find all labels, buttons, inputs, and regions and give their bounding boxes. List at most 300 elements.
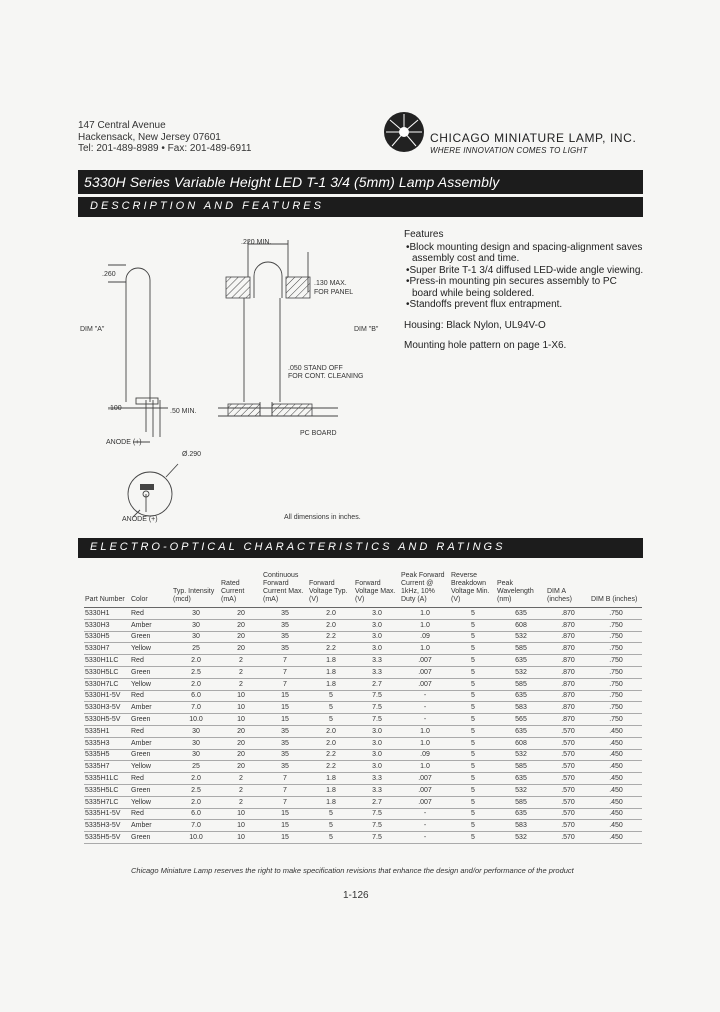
table-row [84, 619, 642, 631]
table-cell: 5335H3 [84, 737, 130, 749]
table-cell: Red [130, 808, 172, 820]
table-cell: 5 [450, 761, 496, 773]
table-cell: 5 [450, 796, 496, 808]
table-cell: .450 [590, 808, 642, 820]
table-cell: 1.0 [400, 619, 450, 631]
table-cell: Red [130, 608, 172, 620]
table-row [84, 749, 642, 761]
table-cell: 2.5 [172, 784, 220, 796]
table-cell: .870 [546, 714, 590, 726]
table-cell: .750 [590, 714, 642, 726]
column-header: Part Number [84, 572, 130, 608]
table-cell: 20 [220, 631, 262, 643]
table-cell: 635 [496, 608, 546, 620]
table-row [84, 773, 642, 785]
table-cell: 5335H1LC [84, 773, 130, 785]
table-cell: 35 [262, 725, 308, 737]
table-cell: 5 [450, 784, 496, 796]
table-cell: 1.0 [400, 725, 450, 737]
table-cell: 30 [172, 608, 220, 620]
table-cell: .750 [590, 655, 642, 667]
table-cell: 2 [220, 666, 262, 678]
table-cell: .750 [590, 702, 642, 714]
table-row [84, 714, 642, 726]
table-cell: 3.0 [354, 749, 400, 761]
table-cell: 3.0 [354, 725, 400, 737]
dim-50-label: .50 MIN. [170, 408, 197, 415]
table-cell: .570 [546, 773, 590, 785]
table-cell: - [400, 690, 450, 702]
table-cell: 5330H1 [84, 608, 130, 620]
table-cell: 20 [220, 619, 262, 631]
table-row [84, 702, 642, 714]
table-row [84, 725, 642, 737]
table-cell: 30 [172, 725, 220, 737]
table-cell: .450 [590, 773, 642, 785]
table-cell: .570 [546, 832, 590, 844]
table-cell: 5 [450, 749, 496, 761]
table-cell: .570 [546, 761, 590, 773]
table-cell: .007 [400, 666, 450, 678]
table-cell: 5 [308, 702, 354, 714]
table-cell: Green [130, 714, 172, 726]
column-header: Forward Voltage Max. (V) [354, 572, 400, 608]
table-cell: 5 [450, 714, 496, 726]
dim-290-label: Ø.290 [182, 451, 202, 458]
table-cell: 7.5 [354, 690, 400, 702]
table-cell: 20 [220, 737, 262, 749]
table-cell: .007 [400, 655, 450, 667]
table-cell: 7.5 [354, 808, 400, 820]
table-cell: .450 [590, 761, 642, 773]
table-cell: .570 [546, 749, 590, 761]
table-cell: 1.8 [308, 773, 354, 785]
table-cell: .870 [546, 643, 590, 655]
table-cell: .007 [400, 678, 450, 690]
table-cell: - [400, 820, 450, 832]
table-cell: 5335H3-5V [84, 820, 130, 832]
table-row [84, 832, 642, 844]
table-cell: 608 [496, 737, 546, 749]
disclaimer: Chicago Miniature Lamp reserves the right to make specification revisions that enhance the design and/or performance of the product [131, 866, 574, 875]
table-cell: Yellow [130, 796, 172, 808]
table-cell: 5 [308, 690, 354, 702]
table-cell: 10.0 [172, 832, 220, 844]
table-cell: 5330H5-5V [84, 714, 130, 726]
table-cell: .870 [546, 631, 590, 643]
table-cell: .450 [590, 725, 642, 737]
table-cell: 7.0 [172, 820, 220, 832]
lamp-assembly-drawing [78, 232, 398, 532]
housing-note: Housing: Black Nylon, UL94V-O [404, 319, 546, 331]
table-cell: 5335H1-5V [84, 808, 130, 820]
table-cell: 5330H3 [84, 619, 130, 631]
table-cell: 585 [496, 678, 546, 690]
company-tagline: WHERE INNOVATION COMES TO LIGHT [430, 146, 588, 155]
table-row [84, 631, 642, 643]
table-cell: Yellow [130, 761, 172, 773]
table-cell: 635 [496, 773, 546, 785]
table-cell: 15 [262, 702, 308, 714]
table-cell: 585 [496, 643, 546, 655]
table-cell: 5330H7LC [84, 678, 130, 690]
table-cell: 2.0 [308, 737, 354, 749]
table-cell: 7.5 [354, 714, 400, 726]
table-cell: 2.7 [354, 796, 400, 808]
table-row [84, 608, 642, 620]
table-cell: .450 [590, 796, 642, 808]
feature-item: • Super Brite T-1 3/4 diffused LED-wide angle viewing. [404, 265, 644, 277]
table-cell: 1.0 [400, 608, 450, 620]
table-cell: Red [130, 655, 172, 667]
table-cell: 2 [220, 773, 262, 785]
table-cell: 1.0 [400, 737, 450, 749]
table-cell: .750 [590, 666, 642, 678]
feature-item: • Standoffs prevent flux entrapment. [404, 299, 644, 311]
table-cell: 532 [496, 666, 546, 678]
table-cell: 5 [450, 631, 496, 643]
section-electro-header: ELECTRO-OPTICAL CHARACTERISTICS AND RATINGS [78, 538, 643, 558]
table-cell: 2 [220, 796, 262, 808]
table-cell: .570 [546, 725, 590, 737]
table-cell: 635 [496, 808, 546, 820]
table-row [84, 761, 642, 773]
table-cell: 10 [220, 714, 262, 726]
dim-100-label: .100 [108, 405, 122, 412]
table-cell: Amber [130, 702, 172, 714]
table-cell: .750 [590, 690, 642, 702]
table-cell: 2.0 [172, 678, 220, 690]
table-cell: .750 [590, 631, 642, 643]
table-cell: 1.0 [400, 761, 450, 773]
table-row [84, 690, 642, 702]
table-cell: 5 [450, 702, 496, 714]
table-cell: 1.8 [308, 666, 354, 678]
column-header: Reverse Breakdown Voltage Min. (V) [450, 572, 496, 608]
table-cell: - [400, 702, 450, 714]
table-cell: 35 [262, 761, 308, 773]
table-row [84, 796, 642, 808]
table-cell: 5 [308, 714, 354, 726]
table-cell: 30 [172, 737, 220, 749]
table-cell: 2.0 [308, 725, 354, 737]
table-cell: 15 [262, 714, 308, 726]
table-cell: 532 [496, 832, 546, 844]
table-cell: 2.2 [308, 749, 354, 761]
dim-220-label: .220 MIN. [241, 239, 272, 246]
table-cell: .750 [590, 619, 642, 631]
table-cell: - [400, 808, 450, 820]
company-logo [380, 106, 640, 158]
table-cell: .570 [546, 784, 590, 796]
table-cell: 3.0 [354, 631, 400, 643]
table-cell: 10 [220, 820, 262, 832]
table-cell: 3.3 [354, 784, 400, 796]
panel-label: FOR PANEL [314, 289, 354, 296]
table-cell: Red [130, 725, 172, 737]
table-cell: 3.3 [354, 666, 400, 678]
table-row [84, 678, 642, 690]
table-cell: .570 [546, 737, 590, 749]
column-header: Forward Voltage Typ. (V) [308, 572, 354, 608]
table-cell: 583 [496, 820, 546, 832]
table-cell: - [400, 832, 450, 844]
table-cell: 2.0 [172, 796, 220, 808]
table-cell: .450 [590, 832, 642, 844]
table-cell: 2.5 [172, 666, 220, 678]
table-cell: 5 [450, 643, 496, 655]
table-cell: 6.0 [172, 808, 220, 820]
table-cell: 5 [308, 820, 354, 832]
table-cell: .750 [590, 643, 642, 655]
column-header: Continuous Forward Current Max. (mA) [262, 572, 308, 608]
table-cell: 5330H5 [84, 631, 130, 643]
table-cell: 5330H3-5V [84, 702, 130, 714]
table-body [84, 608, 642, 844]
table-cell: 15 [262, 832, 308, 844]
mechanical-drawing [78, 232, 398, 532]
table-cell: 25 [172, 761, 220, 773]
table-cell: 532 [496, 784, 546, 796]
standoff-label-2: FOR CONT. CLEANING [288, 373, 364, 380]
lamp-burst-icon [380, 106, 428, 154]
table-cell: .870 [546, 666, 590, 678]
table-cell: 5330H1LC [84, 655, 130, 667]
table-row [84, 655, 642, 667]
table-cell: .570 [546, 808, 590, 820]
company-address [78, 120, 251, 155]
mounting-note: Mounting hole pattern on page 1-X6. [404, 340, 567, 351]
table-cell: 3.0 [354, 737, 400, 749]
table-cell: 7.5 [354, 820, 400, 832]
table-cell: 5330H1-5V [84, 690, 130, 702]
table-cell: 2.0 [172, 773, 220, 785]
anode-bottom-label: ANODE (+) [122, 516, 158, 523]
table-cell: .870 [546, 655, 590, 667]
table-cell: 10 [220, 702, 262, 714]
table-cell: 30 [172, 631, 220, 643]
table-cell: 5 [450, 678, 496, 690]
table-cell: 5 [308, 808, 354, 820]
table-cell: 5335H5LC [84, 784, 130, 796]
table-cell: Yellow [130, 643, 172, 655]
feature-item: • Press-in mounting pin secures assembly to PC board while being soldered. [404, 276, 644, 299]
table-cell: 35 [262, 643, 308, 655]
table-cell: 35 [262, 619, 308, 631]
column-header: DIM B (inches) [590, 572, 642, 608]
table-cell: 2.2 [308, 643, 354, 655]
table-cell: 2 [220, 784, 262, 796]
table-cell: 20 [220, 761, 262, 773]
table-cell: 5 [450, 725, 496, 737]
table-cell: 5335H5 [84, 749, 130, 761]
table-cell: .570 [546, 820, 590, 832]
table-cell: 35 [262, 737, 308, 749]
table-cell: 7 [262, 666, 308, 678]
table-cell: 2 [220, 678, 262, 690]
table-cell: 20 [220, 643, 262, 655]
page-title: 5330H Series Variable Height LED T-1 3/4 (5mm) Lamp Assembly [78, 170, 643, 194]
table-row [84, 737, 642, 749]
table-cell: Green [130, 784, 172, 796]
table-cell: 30 [172, 749, 220, 761]
table-cell: 5 [450, 690, 496, 702]
table-cell: 10 [220, 808, 262, 820]
table-cell: 3.0 [354, 643, 400, 655]
table-header-row [84, 572, 642, 608]
table-cell: .870 [546, 678, 590, 690]
column-header: DIM A (inches) [546, 572, 590, 608]
table-cell: 5335H7LC [84, 796, 130, 808]
table-cell: .09 [400, 631, 450, 643]
table-cell: 3.0 [354, 761, 400, 773]
table-cell: Green [130, 749, 172, 761]
address-street: 147 Central Avenue [78, 120, 166, 131]
table-cell: Amber [130, 619, 172, 631]
table-cell: 5 [450, 820, 496, 832]
anode-top-label: ANODE (+) [106, 439, 142, 446]
table-row [84, 820, 642, 832]
table-cell: 7.5 [354, 702, 400, 714]
table-cell: 5 [450, 808, 496, 820]
table-cell: 20 [220, 749, 262, 761]
table-cell: .750 [590, 678, 642, 690]
table-cell: 5335H5-5V [84, 832, 130, 844]
page-number: 1-126 [343, 890, 369, 901]
table-cell: 15 [262, 690, 308, 702]
table-cell: Amber [130, 737, 172, 749]
table-cell: 635 [496, 690, 546, 702]
table-cell: 5330H7 [84, 643, 130, 655]
features-heading: Features [404, 229, 444, 240]
pc-board-label: PC BOARD [300, 430, 337, 437]
table-cell: 608 [496, 619, 546, 631]
table-cell: 1.0 [400, 643, 450, 655]
table-cell: 10.0 [172, 714, 220, 726]
table-cell: .450 [590, 749, 642, 761]
table-row [84, 784, 642, 796]
table-cell: 5 [308, 832, 354, 844]
table-cell: .870 [546, 690, 590, 702]
table-cell: 7.5 [354, 832, 400, 844]
table-cell: 5330H5LC [84, 666, 130, 678]
table-cell: .570 [546, 796, 590, 808]
table-cell: 3.0 [354, 608, 400, 620]
table-cell: 7.0 [172, 702, 220, 714]
table-cell: 5 [450, 773, 496, 785]
table-cell: 7 [262, 784, 308, 796]
column-header: Peak Wavelength (nm) [496, 572, 546, 608]
table-cell: 35 [262, 749, 308, 761]
table-cell: .750 [590, 608, 642, 620]
table-cell: 5 [450, 832, 496, 844]
table-row [84, 666, 642, 678]
column-header: Rated Current (mA) [220, 572, 262, 608]
table-cell: 1.8 [308, 796, 354, 808]
ratings-table [84, 572, 642, 844]
table-cell: 10 [220, 690, 262, 702]
standoff-label-1: .050 STAND OFF [288, 365, 343, 372]
section-description-header: DESCRIPTION AND FEATURES [78, 197, 643, 217]
table-cell: 15 [262, 808, 308, 820]
table-cell: 585 [496, 761, 546, 773]
table-cell: Yellow [130, 678, 172, 690]
table-cell: 5 [450, 737, 496, 749]
table-cell: 1.8 [308, 655, 354, 667]
table-cell: 2.0 [308, 608, 354, 620]
table-cell: 10 [220, 832, 262, 844]
table-cell: 7 [262, 655, 308, 667]
table-cell: 6.0 [172, 690, 220, 702]
table-cell: .870 [546, 702, 590, 714]
table-cell: .870 [546, 608, 590, 620]
table-cell: .007 [400, 773, 450, 785]
table-row [84, 808, 642, 820]
company-name: CHICAGO MINIATURE LAMP, INC. [430, 131, 637, 145]
table-cell: 1.8 [308, 784, 354, 796]
table-cell: 2.0 [172, 655, 220, 667]
column-header: Typ. Intensity (mcd) [172, 572, 220, 608]
table-cell: 5335H7 [84, 761, 130, 773]
features-list [404, 242, 644, 311]
table-cell: 583 [496, 702, 546, 714]
table-cell: 7 [262, 796, 308, 808]
table-cell: .450 [590, 820, 642, 832]
table-cell: 5 [450, 655, 496, 667]
dim-a-label: DIM "A" [80, 326, 105, 333]
table-cell: .450 [590, 737, 642, 749]
table-cell: 532 [496, 631, 546, 643]
table-cell: 30 [172, 619, 220, 631]
table-cell: 5 [450, 608, 496, 620]
dim-b-label: DIM "B" [354, 326, 379, 333]
table-cell: .09 [400, 749, 450, 761]
table-cell: 3.3 [354, 773, 400, 785]
features-panel [404, 229, 644, 352]
feature-item: • Block mounting design and spacing-alignment saves assembly cost and time. [404, 242, 644, 265]
table-cell: 20 [220, 608, 262, 620]
table-cell: 5 [450, 619, 496, 631]
table-cell: Red [130, 773, 172, 785]
table-cell: 532 [496, 749, 546, 761]
table-cell: 2.2 [308, 761, 354, 773]
table-cell: 2.7 [354, 678, 400, 690]
table-cell: Amber [130, 820, 172, 832]
table-cell: 35 [262, 608, 308, 620]
table-cell: 7 [262, 773, 308, 785]
table-cell: 1.8 [308, 678, 354, 690]
table-cell: 565 [496, 714, 546, 726]
table-cell: 5 [450, 666, 496, 678]
table-cell: 25 [172, 643, 220, 655]
table-cell: 585 [496, 796, 546, 808]
table-cell: 20 [220, 725, 262, 737]
column-header: Peak Forward Current @ 1kHz, 10% Duty (A) [400, 572, 450, 608]
table-cell: 35 [262, 631, 308, 643]
table-cell: Green [130, 666, 172, 678]
address-phone: Tel: 201-489-8989 • Fax: 201-489-6911 [78, 143, 252, 154]
address-city: Hackensack, New Jersey 07601 [78, 131, 221, 143]
all-dimensions-note: All dimensions in inches. [284, 514, 361, 521]
table-cell: .007 [400, 796, 450, 808]
table-cell: Green [130, 832, 172, 844]
table-cell: .870 [546, 619, 590, 631]
column-header: Color [130, 572, 172, 608]
dim-260-label: .260 [102, 271, 116, 278]
table-row [84, 643, 642, 655]
table-cell: 635 [496, 655, 546, 667]
table-cell: Green [130, 631, 172, 643]
